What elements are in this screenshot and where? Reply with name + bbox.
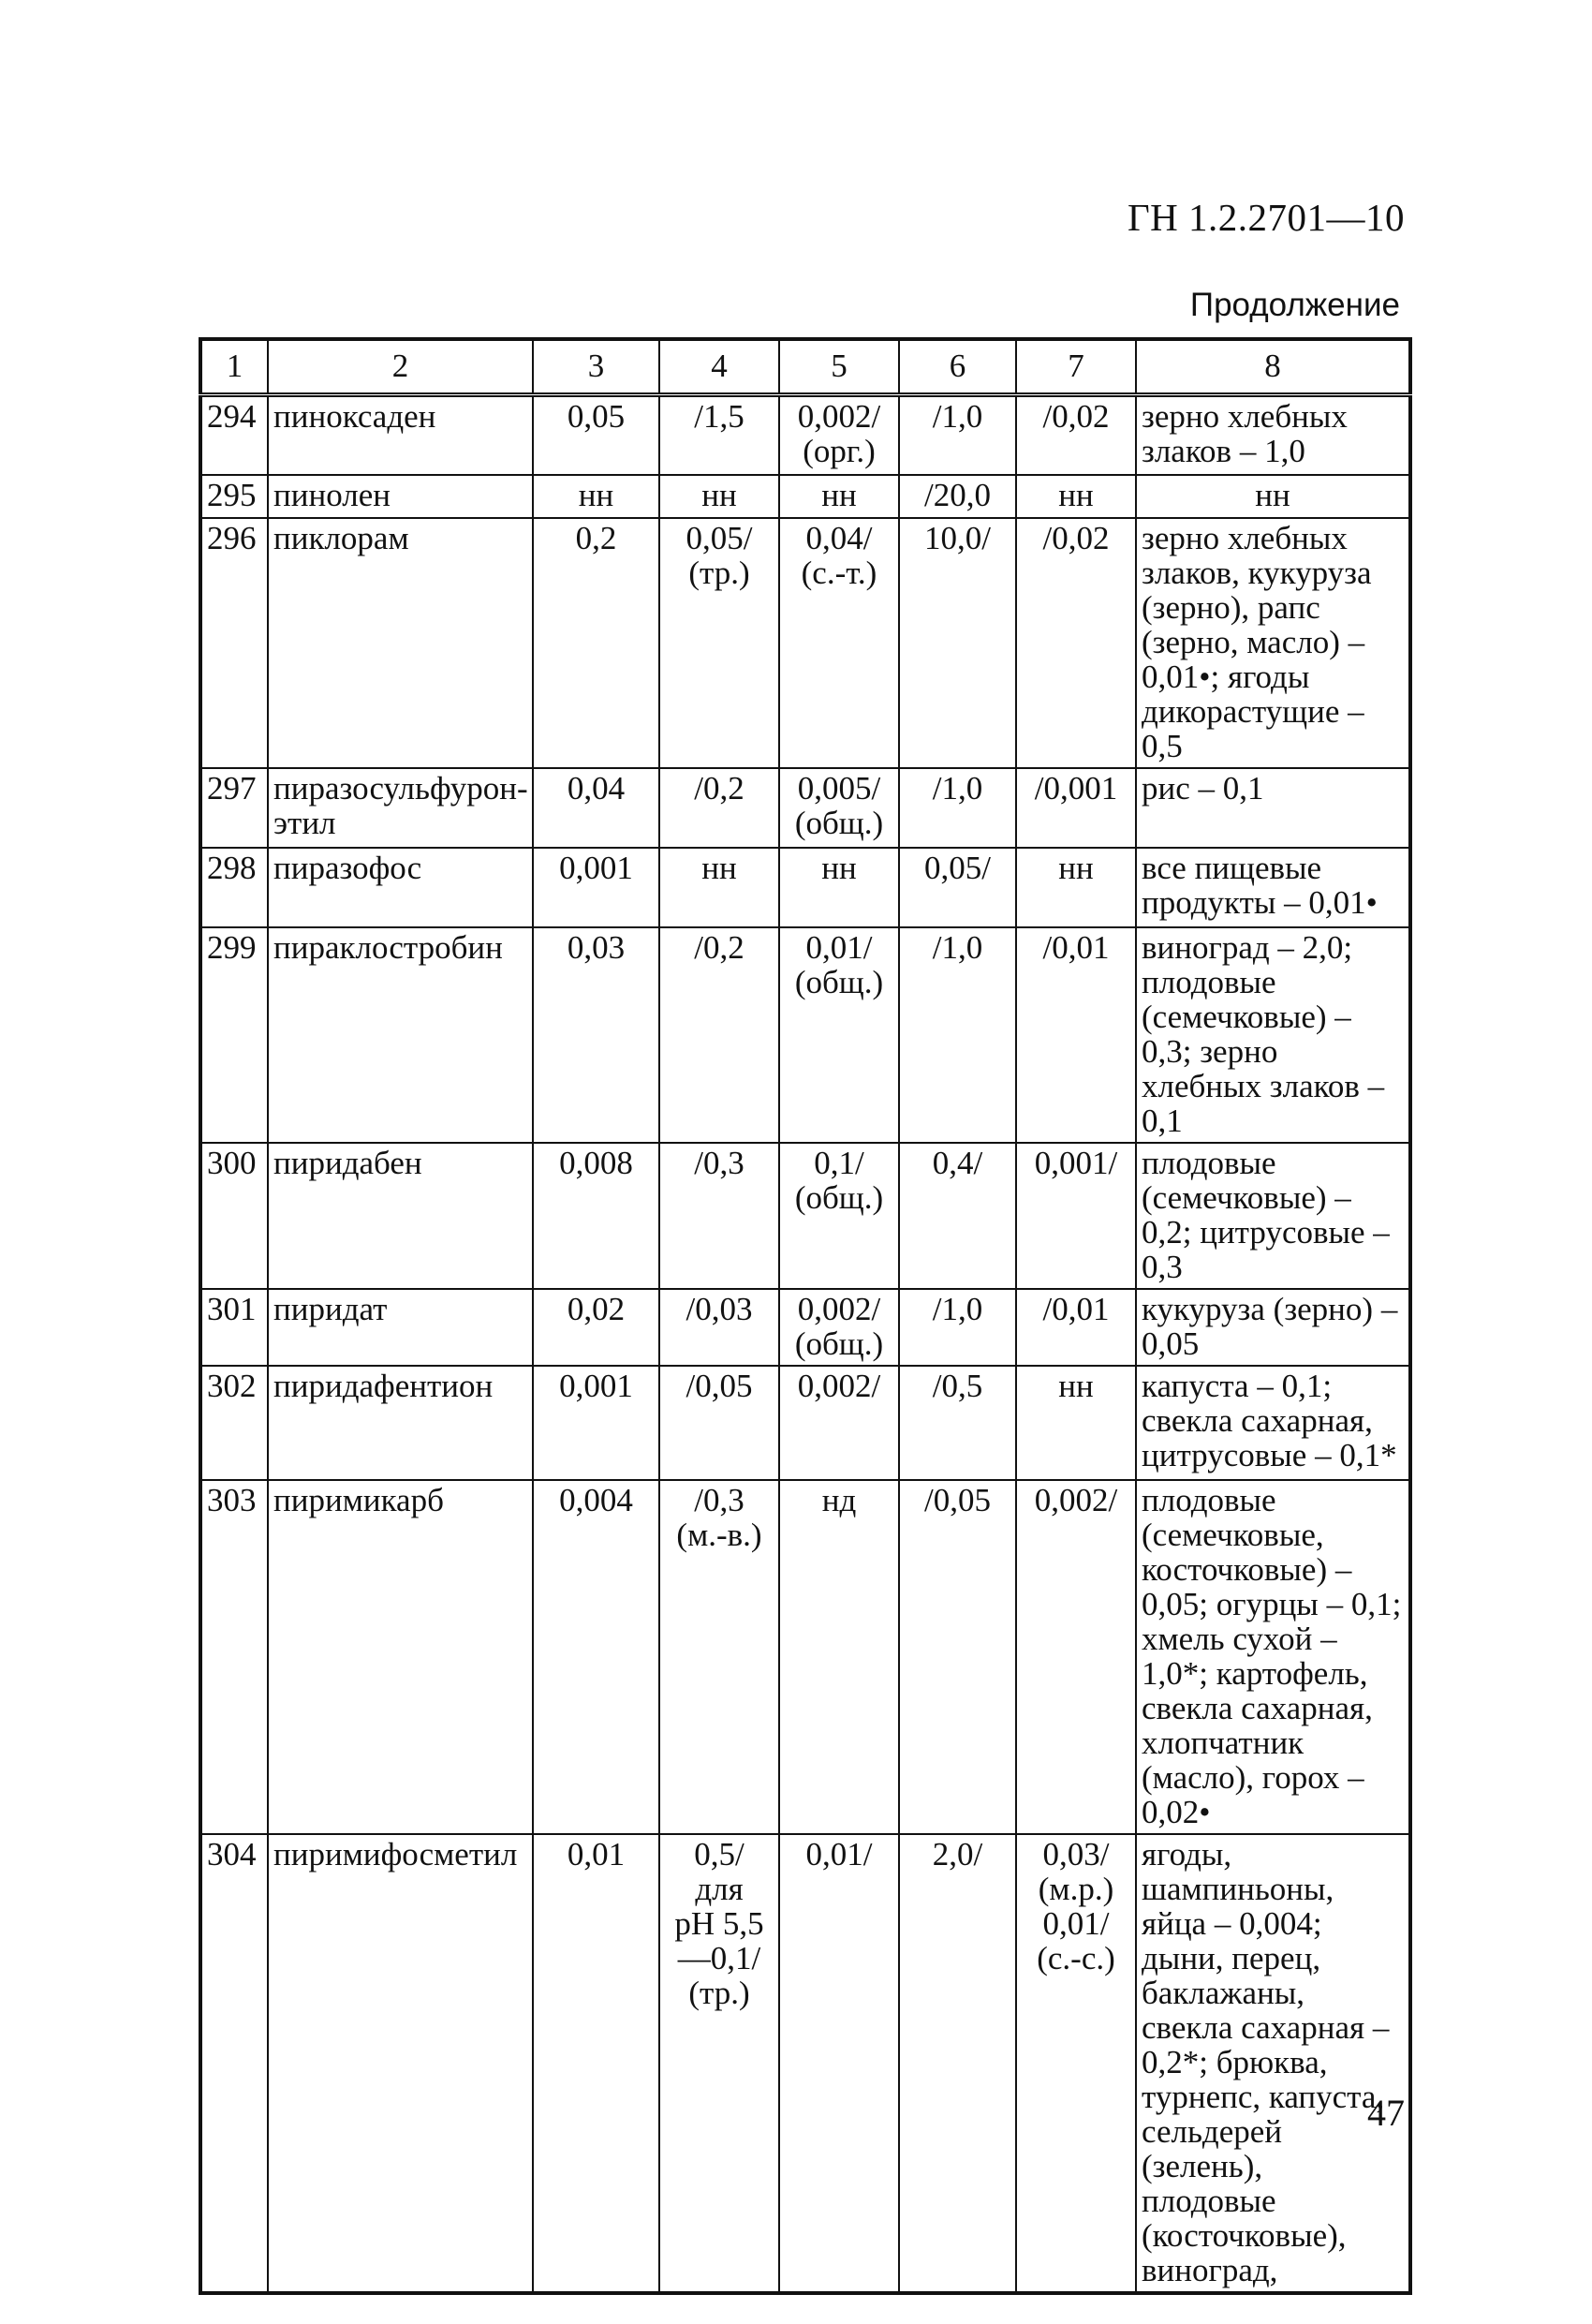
cell-col-4: /0,03 (659, 1289, 779, 1366)
page-number: 47 (1367, 2092, 1405, 2134)
cell-col-5: 0,005/ (общ.) (779, 768, 899, 848)
substance-name: пиридабен (268, 1143, 533, 1289)
cell-col-6: 10,0/ (899, 518, 1016, 768)
table-row (200, 1289, 1410, 1366)
cell-col-3: 0,02 (533, 1289, 659, 1366)
cell-col-6: 2,0/ (899, 1834, 1016, 2293)
table-row (200, 518, 1410, 768)
table-row (200, 1480, 1410, 1834)
substance-name: пиноксаден (268, 395, 533, 475)
cell-col-5: 0,002/ (общ.) (779, 1289, 899, 1366)
residue-limits-note: капуста – 0,1; свекла сахарная, цитрусовые – 0,1* (1136, 1366, 1410, 1480)
cell-col-4: /0,3 (м.-в.) (659, 1480, 779, 1834)
table-row (200, 1834, 1410, 2293)
column-header: 6 (899, 339, 1016, 395)
cell-col-4: /0,05 (659, 1366, 779, 1480)
row-number: 297 (200, 768, 268, 848)
cell-col-3: нн (533, 475, 659, 518)
cell-col-4: /0,2 (659, 768, 779, 848)
cell-col-3: 0,001 (533, 1366, 659, 1480)
table-row (200, 848, 1410, 927)
substance-name: пиклорам (268, 518, 533, 768)
cell-col-3: 0,05 (533, 395, 659, 475)
cell-col-3: 0,01 (533, 1834, 659, 2293)
column-header: 1 (200, 339, 268, 395)
cell-col-7: 0,03/ (м.р.) 0,01/ (с.-с.) (1016, 1834, 1136, 2293)
cell-col-6: 0,4/ (899, 1143, 1016, 1289)
table-body (200, 395, 1410, 2293)
cell-col-6: /1,0 (899, 1289, 1016, 1366)
substance-name: пиразофос (268, 848, 533, 927)
row-number: 303 (200, 1480, 268, 1834)
substance-name: пиридафентион (268, 1366, 533, 1480)
row-number: 304 (200, 1834, 268, 2293)
cell-col-5: 0,002/ (орг.) (779, 395, 899, 475)
cell-col-5: нд (779, 1480, 899, 1834)
substance-name: пиразосульфурон-этил (268, 768, 533, 848)
cell-col-4: /0,2 (659, 927, 779, 1143)
table-row (200, 475, 1410, 518)
substance-name: пиримикарб (268, 1480, 533, 1834)
row-number: 300 (200, 1143, 268, 1289)
cell-col-7: нн (1016, 475, 1136, 518)
cell-col-6: /0,5 (899, 1366, 1016, 1480)
continuation-label: Продолжение (1189, 287, 1400, 323)
cell-col-6: /20,0 (899, 475, 1016, 518)
cell-col-3: 0,004 (533, 1480, 659, 1834)
cell-col-6: /1,0 (899, 395, 1016, 475)
residue-limits-note: виноград – 2,0; плодовые (семечковые) – 0,3; зерно хлебных злаков – 0,1 (1136, 927, 1410, 1143)
residue-limits-note: все пищевые продукты – 0,01• (1136, 848, 1410, 927)
cell-col-5: 0,01/ (779, 1834, 899, 2293)
cell-col-6: /1,0 (899, 927, 1016, 1143)
cell-col-4: /1,5 (659, 395, 779, 475)
row-number: 302 (200, 1366, 268, 1480)
substance-name: пиримифосметил (268, 1834, 533, 2293)
row-number: 296 (200, 518, 268, 768)
cell-col-3: 0,001 (533, 848, 659, 927)
cell-col-3: 0,008 (533, 1143, 659, 1289)
substance-name: пираклостробин (268, 927, 533, 1143)
cell-col-4: /0,3 (659, 1143, 779, 1289)
cell-col-7: /0,01 (1016, 1289, 1136, 1366)
cell-col-4: 0,5/ для pH 5,5 —0,1/ (тр.) (659, 1834, 779, 2293)
table-row (200, 1366, 1410, 1480)
cell-col-6: /0,05 (899, 1480, 1016, 1834)
row-number: 295 (200, 475, 268, 518)
row-number: 301 (200, 1289, 268, 1366)
cell-col-5: нн (779, 475, 899, 518)
table-row (200, 1143, 1410, 1289)
column-header: 7 (1016, 339, 1136, 395)
residue-limits-note: кукуруза (зерно) – 0,05 (1136, 1289, 1410, 1366)
column-header: 4 (659, 339, 779, 395)
cell-col-5: 0,002/ (779, 1366, 899, 1480)
column-header: 8 (1136, 339, 1410, 395)
cell-col-7: /0,02 (1016, 518, 1136, 768)
cell-col-7: /0,02 (1016, 395, 1136, 475)
table-row (200, 927, 1410, 1143)
cell-col-4: нн (659, 848, 779, 927)
column-header: 2 (268, 339, 533, 395)
cell-col-5: 0,04/ (с.-т.) (779, 518, 899, 768)
substance-name: пинолен (268, 475, 533, 518)
residue-limits-note: зерно хлебных злаков – 1,0 (1136, 395, 1410, 475)
document-code: ГН 1.2.2701—10 (1127, 196, 1405, 239)
table-row (200, 395, 1410, 475)
cell-col-3: 0,04 (533, 768, 659, 848)
row-number: 298 (200, 848, 268, 927)
substance-name: пиридат (268, 1289, 533, 1366)
column-header: 3 (533, 339, 659, 395)
cell-col-5: нн (779, 848, 899, 927)
hygienic-standards-table (199, 337, 1412, 2295)
row-number: 294 (200, 395, 268, 475)
table-row (200, 768, 1410, 848)
cell-col-7: нн (1016, 1366, 1136, 1480)
residue-limits-note: ягоды, шампиньоны, яйца – 0,004; дыни, перец, баклажаны, свекла сахарная – 0,2*; брюква, турнепс, капуста, сельдерей (зелень), плодовые (косточковые), виноград, (1136, 1834, 1410, 2293)
cell-col-5: 0,01/ (общ.) (779, 927, 899, 1143)
cell-col-3: 0,2 (533, 518, 659, 768)
residue-limits-note: нн (1136, 475, 1410, 518)
cell-col-7: 0,001/ (1016, 1143, 1136, 1289)
cell-col-7: /0,001 (1016, 768, 1136, 848)
cell-col-3: 0,03 (533, 927, 659, 1143)
row-number: 299 (200, 927, 268, 1143)
cell-col-7: нн (1016, 848, 1136, 927)
residue-limits-note: рис – 0,1 (1136, 768, 1410, 848)
cell-col-5: 0,1/ (общ.) (779, 1143, 899, 1289)
residue-limits-note: плодовые (семечковые) – 0,2; цитрусовые – 0,3 (1136, 1143, 1410, 1289)
column-header: 5 (779, 339, 899, 395)
residue-limits-note: плодовые (семечковые, косточковые) – 0,05; огурцы – 0,1; хмель сухой – 1,0*; картофель, свекла сахарная, хлопчатник (масло), горох – 0,02• (1136, 1480, 1410, 1834)
cell-col-6: 0,05/ (899, 848, 1016, 927)
cell-col-7: 0,002/ (1016, 1480, 1136, 1834)
cell-col-6: /1,0 (899, 768, 1016, 848)
table-header-row (200, 339, 1410, 395)
residue-limits-note: зерно хлебных злаков, кукуруза (зерно), рапс (зерно, масло) – 0,01•; ягоды дикорастущие – 0,5 (1136, 518, 1410, 768)
cell-col-7: /0,01 (1016, 927, 1136, 1143)
cell-col-4: 0,05/ (тр.) (659, 518, 779, 768)
cell-col-4: нн (659, 475, 779, 518)
